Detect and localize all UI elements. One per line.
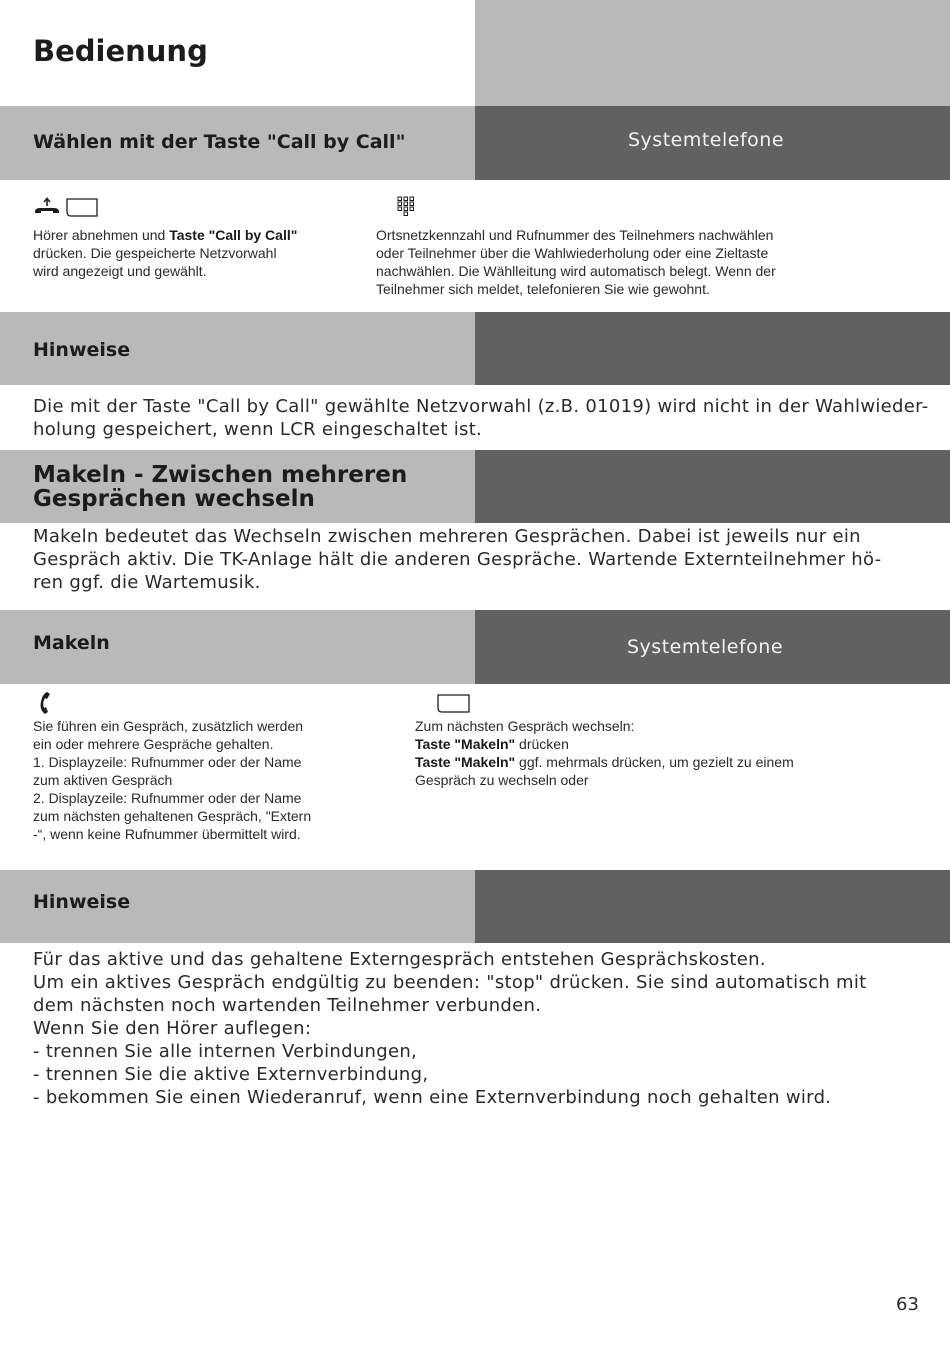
hinweise2-heading: Hinweise <box>33 891 131 913</box>
function-key-icon <box>66 198 98 217</box>
section2-tag: Systemtelefone <box>627 636 784 658</box>
section2-heading: Makeln <box>33 632 110 654</box>
section2-right-text <box>415 717 794 789</box>
text-line: Taste "Makeln" drücken <box>415 736 569 752</box>
text-line: ein oder mehrere Gespräche gehalten. <box>33 736 274 752</box>
text-line: zum nächsten gehaltenen Gespräch, "Extern <box>33 808 312 824</box>
hinweise1-text <box>33 395 929 441</box>
handset-lift-icon <box>32 197 62 217</box>
text-line: Zum nächsten Gespräch wechseln: <box>415 718 635 734</box>
page-title: Bedienung <box>33 34 208 68</box>
list-item: - trennen Sie alle internen Verbindungen, <box>33 1041 418 1062</box>
text-line: Taste "Makeln" ggf. mehrmals drücken, um gezielt zu einem <box>415 754 794 770</box>
text-line: Hörer abnehmen und Taste "Call by Call" <box>33 227 298 243</box>
text-line: Sie führen ein Gespräch, zusätzlich werden <box>33 718 304 734</box>
section1-heading: Wählen mit der Taste "Call by Call" <box>33 131 406 153</box>
text-line: Wenn Sie den Hörer auflegen: <box>33 1018 312 1039</box>
text-line: Die mit der Taste "Call by Call" gewählte Netzvorwahl (z.B. 01019) wird nicht in der Wahlwieder- <box>33 396 929 417</box>
text-line: zum aktiven Gespräch <box>33 772 173 788</box>
page-number: 63 <box>896 1294 919 1315</box>
makeln-intro-heading <box>33 463 407 511</box>
text-line: oder Teilnehmer über die Wahlwiederholung oder eine Zieltaste <box>376 245 769 261</box>
text-line: Ortsnetzkennzahl und Rufnummer des Teilnehmers nachwählen <box>376 227 774 243</box>
heading-line: Gesprächen wechseln <box>33 486 315 512</box>
text-line: Teilnehmer sich meldet, telefonieren Sie wie gewohnt. <box>376 281 710 297</box>
list-item: - trennen Sie die aktive Externverbindung, <box>33 1064 429 1085</box>
text-line: Gespräch aktiv. Die TK-Anlage hält die anderen Gespräche. Wartende Externteilnehmer hö- <box>33 549 882 570</box>
text-line: ren ggf. die Wartemusik. <box>33 572 261 593</box>
text-line: nachwählen. Die Wählleitung wird automatisch belegt. Wenn der <box>376 263 776 279</box>
function-key-icon <box>437 694 470 713</box>
top-right-band <box>475 0 950 106</box>
text-line: Für das aktive und das gehaltene Externgespräch entstehen Gesprächskosten. <box>33 949 766 970</box>
makeln-intro-text <box>33 525 881 594</box>
hinweise1-tag-band <box>475 312 950 385</box>
keypad-icon <box>397 196 415 218</box>
text-line: Gespräch zu wechseln oder <box>415 772 589 788</box>
hinweise2-text <box>33 948 867 1109</box>
section1-right-text <box>376 226 776 298</box>
handset-icon <box>36 691 52 715</box>
text-line: dem nächsten noch wartenden Teilnehmer verbunden. <box>33 995 542 1016</box>
section2-left-text <box>33 717 311 843</box>
text-line: wird angezeigt und gewählt. <box>33 263 207 279</box>
makeln-intro-tag-band <box>475 450 950 523</box>
text-line: 1. Displayzeile: Rufnummer oder der Name <box>33 754 302 770</box>
list-item: - bekommen Sie einen Wiederanruf, wenn eine Externverbindung noch gehalten wird. <box>33 1087 832 1108</box>
text-line: 2. Displayzeile: Rufnummer oder der Name <box>33 790 302 806</box>
text-line: Um ein aktives Gespräch endgültig zu beenden: "stop" drücken. Sie sind automatisch mit <box>33 972 867 993</box>
text-line: drücken. Die gespeicherte Netzvorwahl <box>33 245 277 261</box>
hinweise1-heading: Hinweise <box>33 339 131 361</box>
heading-line: Makeln - Zwischen mehreren <box>33 462 408 488</box>
text-line: -“, wenn keine Rufnummer übermittelt wird. <box>33 826 301 842</box>
section1-tag: Systemtelefone <box>628 129 785 151</box>
section1-left-text <box>33 226 297 280</box>
text-line: holung gespeichert, wenn LCR eingeschaltet ist. <box>33 419 483 440</box>
text-line: Makeln bedeutet das Wechseln zwischen mehreren Gesprächen. Dabei ist jeweils nur ein <box>33 526 861 547</box>
hinweise2-tag-band <box>475 870 950 943</box>
